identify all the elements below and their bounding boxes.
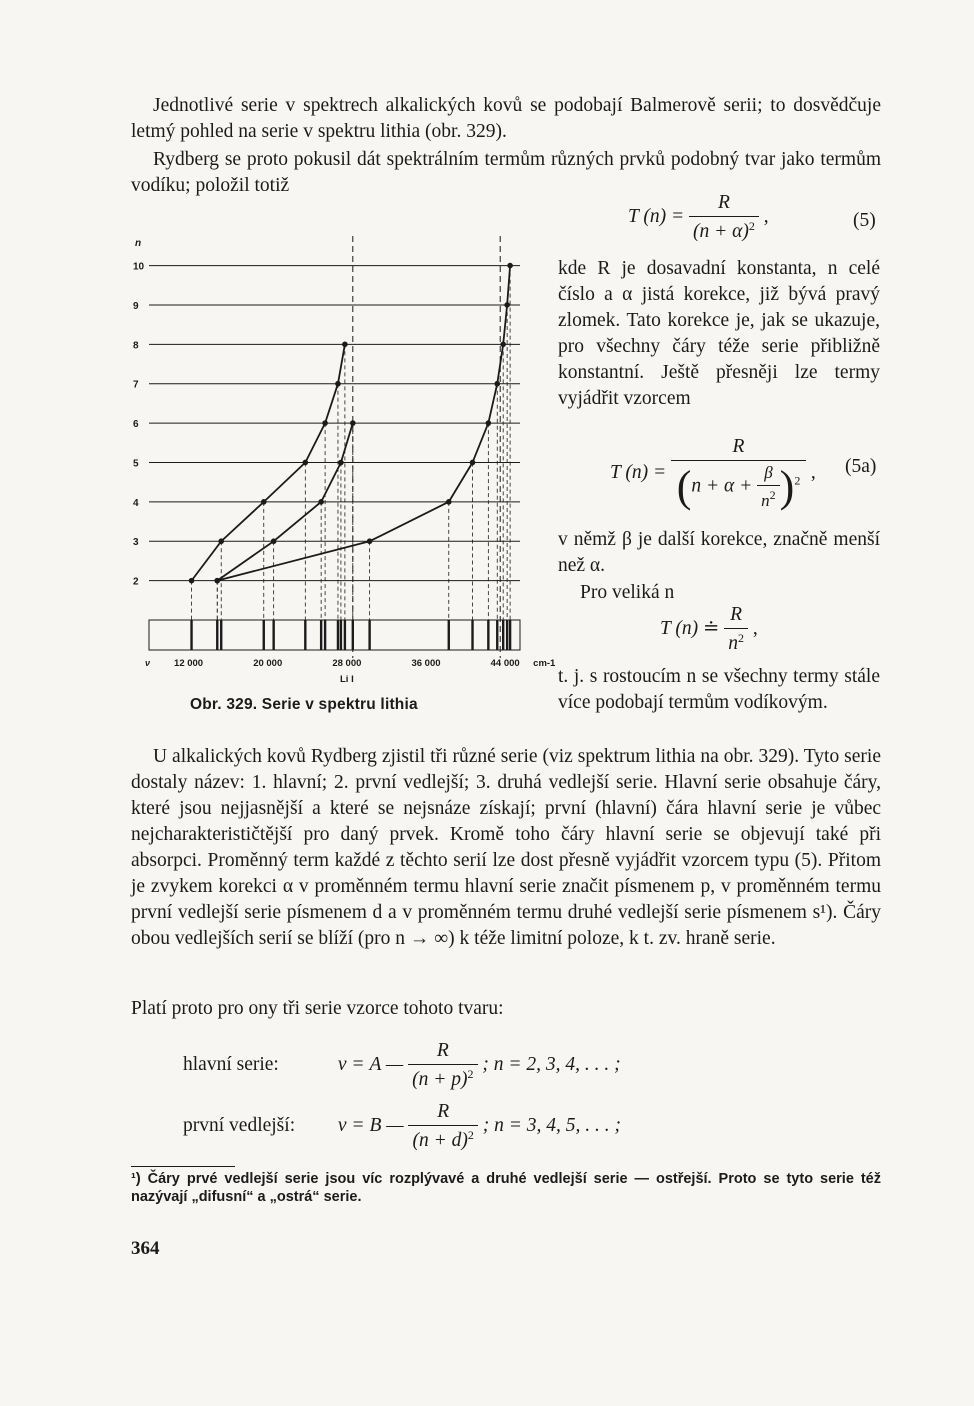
paragraph-2: Rydberg se proto pokusil dát spektrálním termům různých prvků podobný tvar jako termům vodíku; položil totiž (131, 149, 881, 196)
x-tick-label: 12 000 (174, 658, 204, 669)
data-point (189, 578, 195, 584)
data-point (318, 499, 324, 505)
x-unit-label: cm-1 (533, 658, 556, 669)
y-tick-label: 10 (133, 261, 145, 273)
y-tick-label: 2 (133, 576, 139, 588)
data-point (350, 420, 356, 426)
paragraph-4: v němž β je další korekce, značně menší než α. (558, 529, 880, 576)
y-tick-label: 9 (133, 300, 139, 312)
equation-5-label: (5) (853, 210, 876, 231)
formula-prvni-label: první vedlejší: (183, 1114, 296, 1136)
y-tick-label: 6 (133, 419, 139, 431)
formula-hlavni-label: hlavní serie: (183, 1053, 279, 1075)
data-point (214, 578, 220, 584)
x-tick-label: 36 000 (411, 658, 441, 669)
data-point (494, 381, 500, 387)
data-point (446, 499, 452, 505)
spectrum-chart (125, 232, 556, 692)
data-point (338, 460, 344, 466)
paragraph-6: t. j. s rostoucím n se všechny termy stále více podobají termům vodíkovým. (558, 666, 880, 713)
data-point (271, 538, 277, 544)
footnote: ¹) Čáry prvé vedlejší serie jsou víc rozplývavé a druhé vedlejší serie — ostřejší. Proto se tyto serie též nazývají „difusní“ a „ostrá“ serie. (131, 1171, 881, 1205)
paragraph-1: Jednotlivé serie v spektrech alkalických kovů se podobají Balmerově serii; to dosvědčuje letmý pohled na serie v spektru lithia (obr. 329). (131, 95, 881, 142)
equation-5a-label: (5a) (845, 456, 877, 477)
data-point (335, 381, 341, 387)
paragraph-7: U alkalických kovů Rydberg zjistil tři různé serie (viz spektrum lithia na obr. 329). Tyto serie dostaly název: 1. hlavní; 2. první vedlejší; 3. druhá vedlejší serie. Hlavní serie obsahuje čáry, které jsou nejjasnější a které se nejsnáze získají; první (hlavní) čára hlavní serie je vůbec nejcharakterističtější pro daný prvek. Kromě toho čáry hlavní serie se objevují také při absorpci. Proměnný term každé z těchto serií lze dost přesně vyjádřit vzorcem typu (5). Přitom je zvykem korekci α v proměnném termu hlavní serie značit písmenem p, v proměnném termu první vedlejší serie písmenem d a v proměnném termu druhé vedlejší serie písmenem s¹). Čáry obou vedlejších serií se blíží (pro n → ∞) k téže limitní poloze, k t. zv. hraně serie. (131, 746, 881, 949)
y-tick-label: 7 (133, 379, 139, 391)
y-tick-label: 4 (133, 497, 139, 509)
data-point (261, 499, 267, 505)
figure-caption: Obr. 329. Serie v spektru lithia (190, 696, 418, 713)
data-point (322, 420, 328, 426)
x-tick-label: 44 000 (490, 658, 520, 669)
formula-prvni: první vedlejší: ν = B — $\frac{R}{(n + d)^2}$ ; n = 3, 4, 5, . . . ; (183, 1101, 622, 1151)
y-tick-label: 8 (133, 340, 139, 352)
data-point (486, 420, 492, 426)
data-point (500, 342, 506, 348)
y-axis-label: n (135, 238, 142, 249)
data-point (218, 538, 224, 544)
y-tick-label: 3 (133, 537, 139, 549)
y-tick-label: 5 (133, 458, 139, 470)
page-number: 364 (131, 1238, 160, 1259)
data-point (342, 342, 348, 348)
data-point (504, 302, 510, 308)
paragraph-8: Platí proto pro ony tři serie vzorce tohoto tvaru: (131, 998, 504, 1019)
data-point (303, 460, 309, 466)
spectrum-box (149, 620, 520, 650)
equation-5a: T (n) = R (n + α + $\frac{\beta}{n^2}$ )$^2$ , (610, 436, 816, 511)
paragraph-5: Pro veliká n (580, 582, 675, 603)
x-tick-label: 28 000 (332, 658, 362, 669)
formula-hlavni: hlavní serie: ν = A — $\frac{R}{(n + p)^2}$ ; n = 2, 3, 4, . . . ; (183, 1040, 621, 1090)
x-tick-label: 20 000 (253, 658, 283, 669)
spectrum-label: Li I (339, 674, 354, 685)
data-point (367, 538, 373, 544)
data-point (507, 263, 513, 269)
equation-5: T (n) = $\frac{R}{(n + \alpha)^2}$ , (628, 192, 769, 242)
equation-large-n: T (n) ≐ $\frac{R}{n^2}$ , (660, 604, 758, 654)
footnote-rule (131, 1166, 235, 1167)
data-point (470, 460, 476, 466)
paragraph-3: kde R je dosavadní konstanta, n celé číslo a α jistá korekce, již bývá pravý zlomek. Tato korekce je, jak se ukazuje, pro všechny čáry téže serie přibližně konstantní. Ještě přesněji lze termy vyjádřit vzorcem (558, 258, 880, 409)
nu-symbol: ν (145, 658, 151, 668)
